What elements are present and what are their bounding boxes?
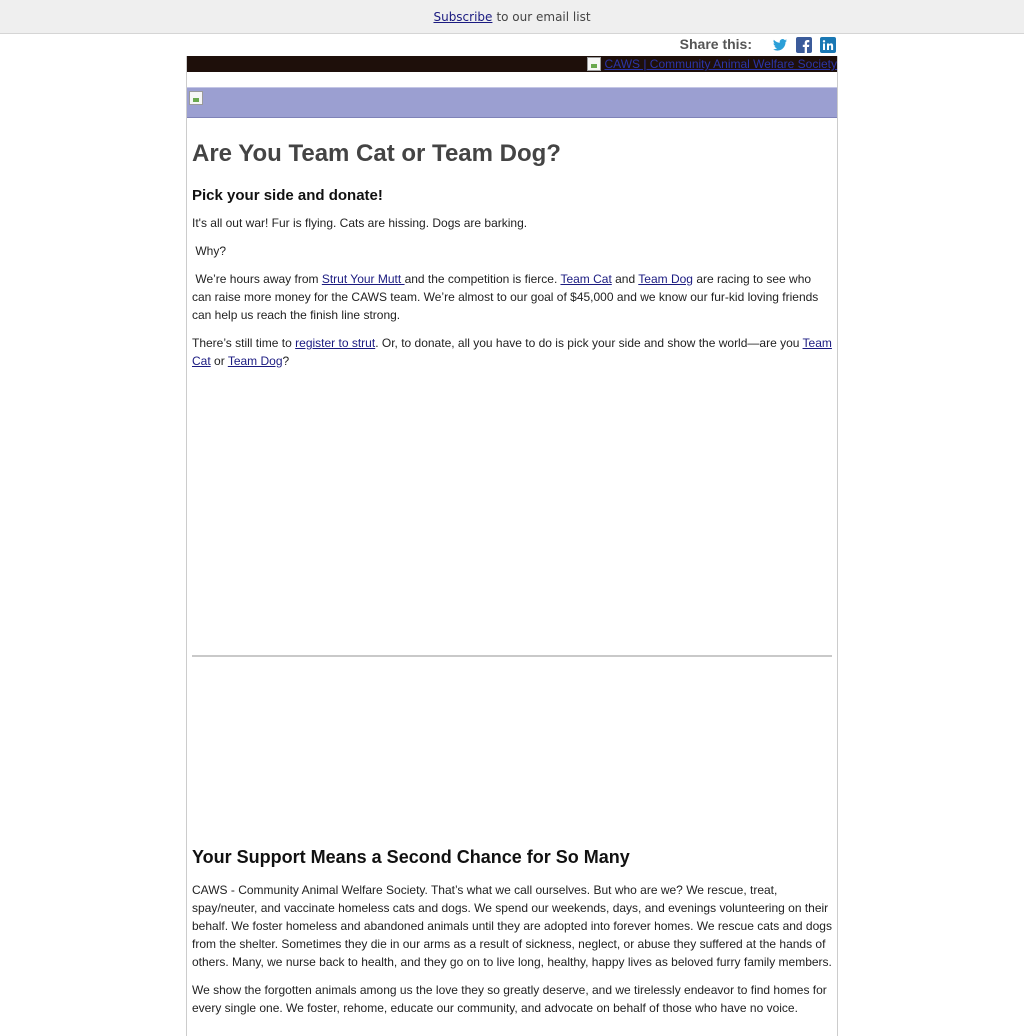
support-paragraph-1: CAWS - Community Animal Welfare Society. That’s what we call ourselves. But who are we? We rescue, treat, spay/neuter, and vaccinate homeless cats and dogs. We spend our weekends, days, and evenings volunteering on their behalf. We foster homeless and abandoned animals until they are adopted into forever homes. We rescue cats and dogs from the shelter. Sometimes they die in our arms as a result of sickness, neglect, or abuse they suffered at the hands of others. Many, we nurse back to health, and they go on to live long, healthy, happy lives as beloved furry family members. bbox=[192, 883, 832, 969]
paragraph-why: Why? bbox=[192, 244, 227, 258]
team-dog-link[interactable]: Team Dog bbox=[227, 354, 283, 368]
caws-logo-link[interactable] bbox=[587, 57, 837, 71]
strut-your-mutt-link[interactable]: Strut Your Mutt bbox=[321, 272, 405, 286]
text-span: We’re hours away from bbox=[192, 272, 322, 286]
caws-logo-alt-text: CAWS | Community Animal Welfare Society bbox=[604, 57, 837, 71]
spacer bbox=[187, 72, 837, 87]
paragraph-donate bbox=[192, 334, 832, 370]
twitter-icon[interactable] bbox=[772, 37, 788, 53]
register-to-strut-link[interactable]: register to strut bbox=[295, 336, 376, 350]
header-banner bbox=[187, 87, 837, 118]
team-dog-link[interactable]: Team Dog bbox=[638, 272, 693, 286]
subscribe-bar bbox=[0, 0, 1024, 34]
text-span: are racing to see who can raise more money for the CAWS team. We’re almost to our goal of $45,000 and we know our fur-kid loving friends can help us reach the finish line strong. bbox=[192, 272, 822, 322]
headline: Are You Team Cat or Team Dog? bbox=[192, 140, 561, 167]
subscribe-link[interactable]: Subscribe bbox=[433, 9, 493, 24]
share-label: Share this: bbox=[679, 36, 752, 52]
image-placeholder-area bbox=[187, 370, 837, 655]
subhead: Pick your side and donate! bbox=[192, 187, 383, 204]
facebook-icon[interactable] bbox=[796, 37, 812, 53]
team-cat-link[interactable]: Team Cat bbox=[192, 336, 832, 368]
text-span: . Or, to donate, all you have to do is pick your side and show the world—are you bbox=[375, 336, 803, 350]
text-span: and bbox=[611, 272, 639, 286]
support-section bbox=[187, 847, 837, 1017]
support-heading: Your Support Means a Second Chance for So Many bbox=[192, 847, 630, 867]
support-paragraph-2: We show the forgotten animals among us the love they so greatly deserve, and we tirelessly endeavor to find homes for every single one. We foster, rehome, educate our community, and advocate on behalf of those who have no voice. bbox=[192, 983, 827, 1015]
share-row bbox=[186, 34, 838, 56]
text-span: or bbox=[210, 354, 228, 368]
team-cat-link[interactable]: Team Cat bbox=[560, 272, 612, 286]
text-span: and the competition is fierce. bbox=[404, 272, 561, 286]
text-span: There’s still time to bbox=[192, 336, 296, 350]
email-container bbox=[186, 56, 838, 1036]
linkedin-icon[interactable] bbox=[820, 37, 836, 53]
paragraph-intro: It's all out war! Fur is flying. Cats are hissing. Dogs are barking. bbox=[192, 216, 528, 230]
banner-image-icon bbox=[189, 91, 203, 105]
brand-bar bbox=[187, 56, 837, 72]
text-span: ? bbox=[282, 354, 290, 368]
paragraph-strut bbox=[192, 270, 832, 324]
image-placeholder-area bbox=[187, 657, 837, 847]
subscribe-text: to our email list bbox=[496, 9, 591, 24]
article-content bbox=[187, 140, 837, 370]
broken-image-icon bbox=[587, 57, 601, 71]
